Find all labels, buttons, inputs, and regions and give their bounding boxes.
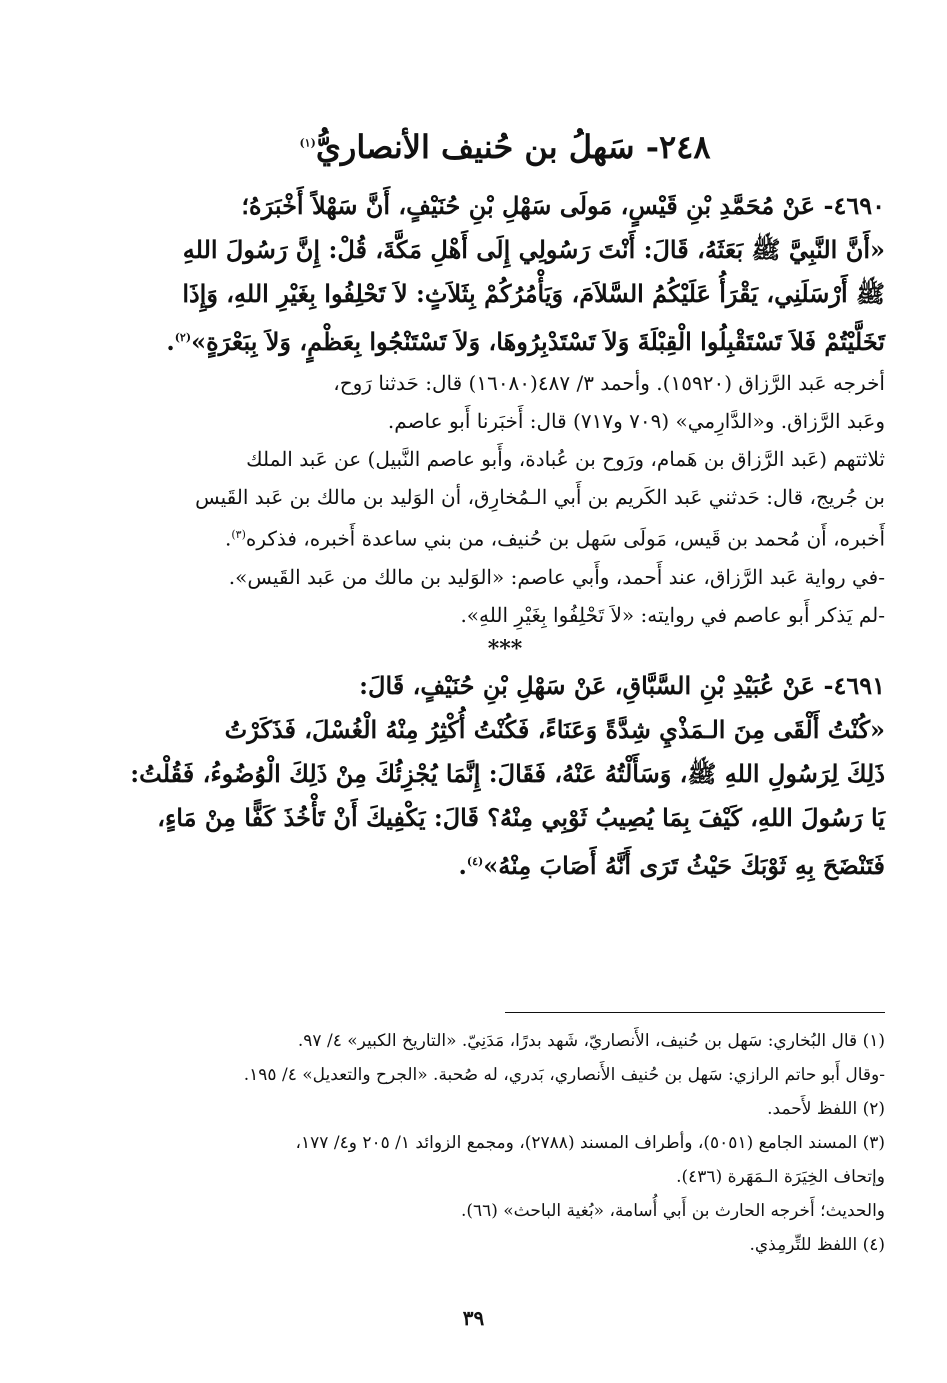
hadith-4690 <box>125 184 885 634</box>
footnotes <box>125 1024 885 1262</box>
takhrij-line-4: بن جُريج، قال: حَدثني عَبد الكَريم بن أَبي الـمُخارِق، أن الوَليد بن مالك بن عَبد القَيس <box>195 485 885 509</box>
hadith2-matn-line-3: يَا رَسُولَ اللهِ، كَيْفَ بِمَا يُصِيبُ ثَوْبِي مِنْهُ؟ قَالَ: يَكْفِيكَ أَنْ تَأْخُذَ كَفًّا مِنْ مَاءٍ، <box>157 802 885 832</box>
hadith2-footnote-ref: (٤) <box>466 854 484 868</box>
section-separator: *** <box>487 635 523 662</box>
takhrij-line-1: أخرجه عَبد الرَّزاق (١٥٩٢٠). وأحمد ٣/ ٤٨٧(١٦٠٨٠) قال: حَدثنا رَوح، <box>333 371 885 395</box>
footnote-3: (٣) المسند الجامع (٥٠٥١)، وأطراف المسند (٢٧٨٨)، ومجمع الزوائد ١/ ٢٠٥ و٤/ ١٧٧، <box>295 1133 885 1153</box>
chapter-title <box>125 128 885 166</box>
hadith-4691 <box>125 664 885 888</box>
takhrij-footnote-ref: (٣) <box>231 528 246 541</box>
hadith2-matn-line-4: فَتَنْضَحَ بِهِ ثَوْبَكَ حَيْثُ تَرَى أَنَّهُ أَصَابَ مِنْهُ»$^{(٤)}$. <box>458 850 885 880</box>
chapter-title-text: ٢٤٨- سَهلُ بن حُنيف الأنصاريُّ <box>315 128 711 166</box>
footnote-divider <box>505 1012 885 1013</box>
takhrij-line-5-text: أَخبره، أَن مُحمد بن قَيس، مَولَى سَهل بن حُنيف، من بني ساعدة أَخبره، فذكره <box>245 526 885 551</box>
takhrij-line-5: أَخبره، أَن مُحمد بن قَيس، مَولَى سَهل بن حُنيف، من بني ساعدة أَخبره، فذكره$^{(٣)}$. <box>224 526 885 551</box>
hadith2-matn-line-4-text: فَتَنْضَحَ بِهِ ثَوْبَكَ حَيْثُ تَرَى أَنَّهُ أَصَابَ مِنْهُ» <box>483 850 885 880</box>
footnote-1: (١) قال البُخاري: سَهل بن حُنيف، الأَنصاريّ، شَهد بدرًا، مَدَنِيّ. «التاريخ الكبير» ٤/ ٩٧. <box>297 1031 885 1051</box>
title-footnote-ref: (١) <box>299 136 316 150</box>
footnote-4: (٤) اللفظ للتِّرمِذي. <box>749 1235 885 1255</box>
footnote-3-line-2: وإتحاف الخِيَرَة الـمَهَرة (٤٣٦). <box>676 1167 885 1187</box>
hadith1-matn-line-2: ﷺ أَرْسَلَنِي، يَقْرَأُ عَلَيْكُمُ السَّلاَمَ، وَيَأْمُرُكُمْ بِثَلاَثٍ: لاَ تَحْلِفُوا بِغَيْرِ اللهِ، وَإِذَا <box>182 279 885 308</box>
hadith1-matn-line-3: تَخَلَّيْتُمْ فَلاَ تَسْتَقْبِلُوا الْقِبْلَةَ وَلاَ تَسْتَدْبِرُوهَا، وَلاَ تَسْتَنْجُوا بِعَظْمٍ، وَلاَ بِبَعْرَةٍ»$^{(٢)}$. <box>166 327 885 356</box>
hadith1-matn-line-3-text: تَخَلَّيْتُمْ فَلاَ تَسْتَقْبِلُوا الْقِبْلَةَ وَلاَ تَسْتَدْبِرُوهَا، وَلاَ تَسْتَنْجُوا بِعَظْمٍ، وَلاَ بِبَعْرَةٍ» <box>191 327 885 356</box>
footnote-2: (٢) اللفظ لأَحمد. <box>767 1099 885 1119</box>
hadith1-matn-line-1: «أَنَّ النَّبِيَّ ﷺ بَعَثَهُ، قَالَ: أَنْتَ رَسُولِي إِلَى أَهْلِ مَكَّةَ، قُلْ: إِنَّ رَسُولَ اللهِ <box>182 235 885 264</box>
hadith1-footnote-ref: (٢) <box>174 331 192 344</box>
hadith2-matn-line-1: «كُنْتُ أَلْقَى مِنَ الـمَذْيِ شِدَّةً وَعَنَاءً، فَكُنْتُ أُكْثِرُ مِنْهُ الْغُسْلَ، فَذَكَرْتُ <box>224 714 885 744</box>
narration-note-1: -في رواية عَبد الرَّزاق، عند أَحمد، وأَبي عاصم: «الوَليد بن مالك من عَبد القَيس». <box>228 564 885 589</box>
footnote-1-continued: -وقال أَبو حاتم الرازي: سَهل بن حُنيف الأَنصاري، بَدري، له صُحبة. «الجرح والتعديل» ٤/ ١٩٥. <box>243 1065 885 1085</box>
hadith2-isnad: ٤٦٩١- عَنْ عُبَيْدِ بْنِ السَّبَّاقِ، عَنْ سَهْلِ بْنِ حُنَيْفٍ، قَالَ: <box>359 670 885 700</box>
narration-note-2: -لم يَذكر أَبو عاصم في روايته: «لاَ تَحْلِفُوا بِغَيْرِ اللهِ». <box>460 602 885 627</box>
page-body <box>125 110 885 888</box>
hadith1-isnad: ٤٦٩٠- عَنْ مُحَمَّدِ بْنِ قَيْسٍ، مَولَى سَهْلِ بْنِ حُنَيْفٍ، أَنَّ سَهْلاً أَخْبَرَهُ؛ <box>241 191 885 220</box>
page-number: ٣٩ <box>462 1306 485 1330</box>
takhrij-line-3: ثلاثتهم (عَبد الرَّزاق بن هَمام، ورَوح بن عُبادة، وأَبو عاصم النَّبيل) عن عَبد الملك <box>246 447 885 471</box>
takhrij-line-2: وعَبد الرَّزاق. و«الدَّارِمي» (٧٠٩ و٧١٧) قال: أَخبَرنا أَبو عاصم. <box>387 409 885 433</box>
footnote-3-line-3: والحديث؛ أَخرجه الحارث بن أَبي أُسامة، «بُغية الباحث» (٦٦). <box>460 1201 885 1221</box>
hadith2-matn-line-2: ذَلِكَ لِرَسُولِ اللهِ ﷺ، وَسَأَلْتُهُ عَنْهُ، فَقَالَ: إِنَّمَا يُجْزِئُكَ مِنْ ذَلِكَ الْوُضُوءُ، فَقُلْتُ: <box>130 758 885 788</box>
